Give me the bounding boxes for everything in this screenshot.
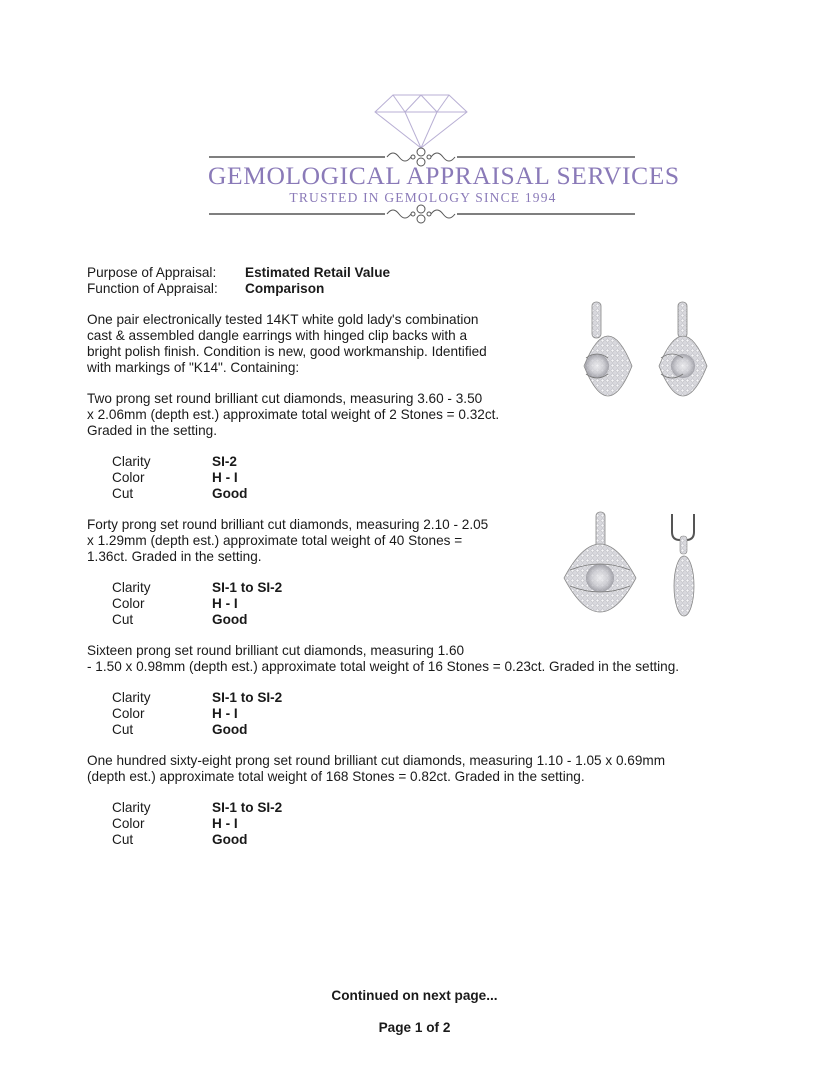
grade-label: Clarity <box>112 690 151 705</box>
grade-label: Color <box>112 596 145 611</box>
grade-value: Good <box>212 486 248 501</box>
stone-group-description <box>87 753 665 785</box>
item-description <box>87 312 487 376</box>
description-line: cast & assembled dangle earrings with hinged clip backs with a <box>87 328 468 343</box>
earrings-front-photo <box>560 298 730 413</box>
company-name: GEMOLOGICAL APPRAISAL SERVICES <box>208 161 680 190</box>
stone-line: Graded in the setting. <box>87 423 217 438</box>
grade-label: Clarity <box>112 580 151 595</box>
stone-line: One hundred sixty-eight prong set round brilliant cut diamonds, measuring 1.10 - 1.05 x 0.69mm <box>87 753 666 768</box>
purpose-label: Purpose of Appraisal: <box>87 265 217 280</box>
description-line: with markings of "K14". Containing: <box>87 360 300 375</box>
company-tagline: TRUSTED IN GEMOLOGY SINCE 1994 <box>289 190 557 205</box>
description-line: bright polish finish. Condition is new, good workmanship. Identified <box>87 344 487 359</box>
stone-line: - 1.50 x 0.98mm (depth est.) approximate total weight of 16 Stones = 0.23ct. Graded in the setting. <box>87 659 680 674</box>
grade-value: Good <box>212 722 248 737</box>
grade-label: Cut <box>112 612 134 627</box>
earrings-side-photo <box>560 508 730 623</box>
stone-group-description <box>87 643 679 675</box>
stone-line: x 1.29mm (depth est.) approximate total weight of 40 Stones = <box>87 533 463 548</box>
grade-label: Cut <box>112 486 134 501</box>
diamond-logo-icon <box>205 90 680 230</box>
stone-line: Forty prong set round brilliant cut diamonds, measuring 2.10 - 2.05 <box>87 517 489 532</box>
stone-line: x 2.06mm (depth est.) approximate total weight of 2 Stones = 0.32ct. <box>87 407 500 422</box>
grade-label: Cut <box>112 832 134 847</box>
function-value: Comparison <box>245 281 325 296</box>
stone-line: Two prong set round brilliant cut diamonds, measuring 3.60 - 3.50 <box>87 391 483 406</box>
stone-line: 1.36ct. Graded in the setting. <box>87 549 262 564</box>
stone-line: Sixteen prong set round brilliant cut diamonds, measuring 1.60 <box>87 643 465 658</box>
purpose-value: Estimated Retail Value <box>245 265 391 280</box>
function-label: Function of Appraisal: <box>87 281 218 296</box>
grade-value: Good <box>212 612 248 627</box>
grade-value: SI-1 to SI-2 <box>212 690 283 705</box>
stone-group-description <box>87 391 499 439</box>
continued-note: Continued on next page... <box>331 988 498 1003</box>
grade-value: SI-2 <box>212 454 237 469</box>
stone-group-description <box>87 517 488 565</box>
grade-value: SI-1 to SI-2 <box>212 800 283 815</box>
page-number: Page 1 of 2 <box>378 1020 451 1035</box>
grade-value: SI-1 to SI-2 <box>212 580 283 595</box>
grade-value: H - I <box>212 596 238 611</box>
grade-label: Color <box>112 816 145 831</box>
stone-line: (depth est.) approximate total weight of 168 Stones = 0.82ct. Graded in the setting. <box>87 769 585 784</box>
grade-value: H - I <box>212 470 238 485</box>
grade-label: Cut <box>112 722 134 737</box>
description-line: One pair electronically tested 14KT white gold lady's combination <box>87 312 479 327</box>
grade-value: H - I <box>212 706 238 721</box>
grade-value: H - I <box>212 816 238 831</box>
grade-value: Good <box>212 832 248 847</box>
grade-label: Clarity <box>112 800 151 815</box>
grade-label: Color <box>112 470 145 485</box>
grade-label: Color <box>112 706 145 721</box>
grade-label: Clarity <box>112 454 151 469</box>
